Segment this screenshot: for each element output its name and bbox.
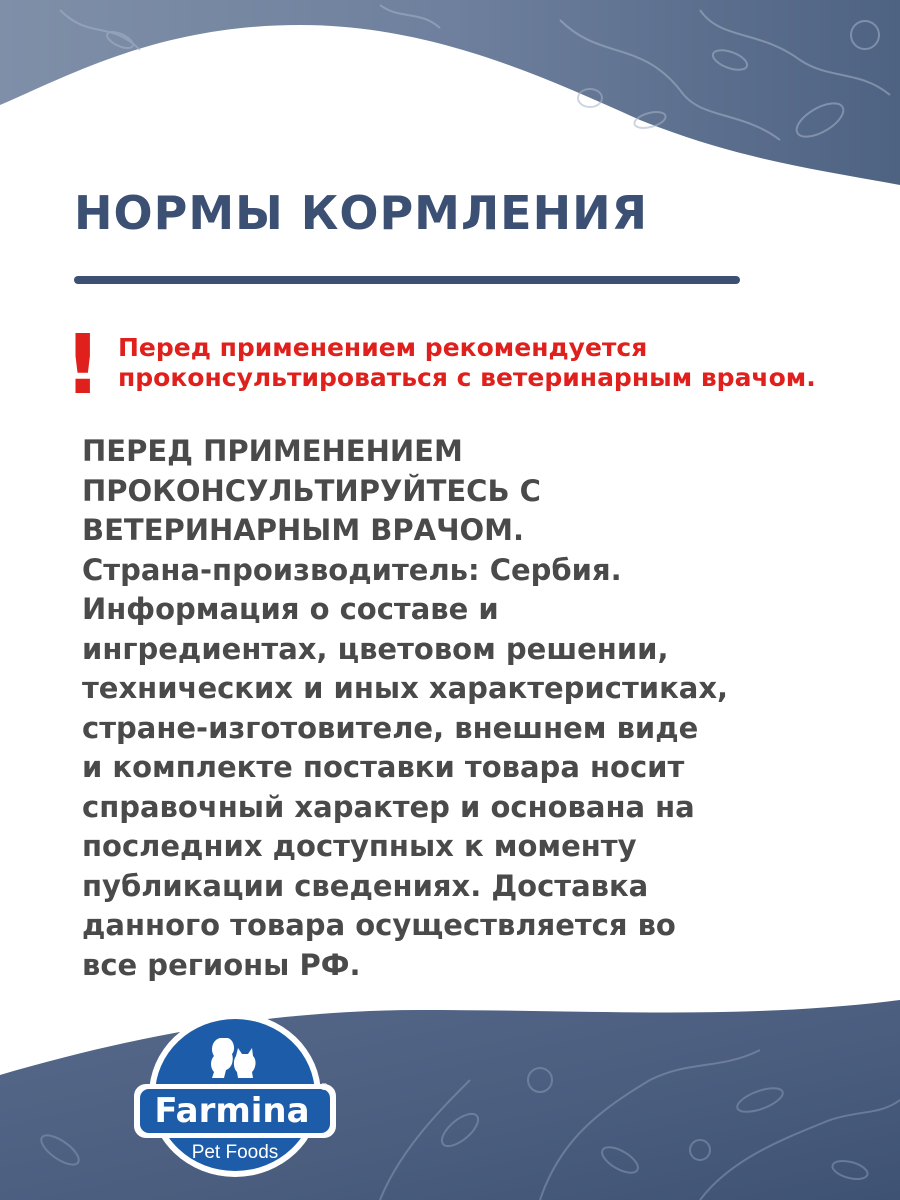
disclaimer-line: данного товара осуществляется во: [82, 908, 676, 942]
logo-registered: ®: [319, 1082, 329, 1093]
disclaimer-line: справочный характер и основана на: [82, 789, 695, 824]
warning-line: Перед применением рекомендуется: [118, 333, 648, 362]
disclaimer-text: [82, 432, 842, 985]
page-title: НОРМЫ КОРМЛЕНИЯ: [74, 186, 649, 240]
top-wave-band: [0, 0, 900, 185]
warning-message: [118, 333, 878, 393]
disclaimer-line: ПЕРЕД ПРИМЕНЕНИЕМ: [82, 434, 463, 468]
disclaimer-line: ПРОКОНСУЛЬТИРУЙТЕСЬ С: [82, 473, 541, 508]
disclaimer-line: стране-изготовителе, внешнем виде: [82, 710, 699, 745]
disclaimer-line: Информация о составе и: [82, 592, 499, 626]
disclaimer-line: все регионы РФ.: [82, 947, 361, 982]
logo-tagline: Pet Foods: [191, 1142, 279, 1163]
disclaimer-line: последних доступных к моменту: [82, 829, 637, 863]
exclamation-icon: !: [64, 318, 102, 413]
farmina-logo: [132, 1010, 338, 1180]
disclaimer-line: технических и иных характеристиках,: [82, 671, 729, 705]
logo-brand: Farmina: [154, 1091, 310, 1131]
warning-line: проконсультироваться с ветеринарным врачом.: [118, 363, 816, 392]
disclaimer-line: ингредиентах, цветовом решении,: [82, 631, 669, 666]
disclaimer-line: и комплекте поставки товара носит: [82, 750, 685, 784]
disclaimer-line: Страна-производитель: Сербия.: [82, 552, 622, 587]
disclaimer-line: публикации сведениях. Доставка: [82, 868, 649, 903]
title-underline-divider: [74, 276, 740, 284]
disclaimer-line: ВЕТЕРИНАРНЫМ ВРАЧОМ.: [82, 513, 525, 547]
